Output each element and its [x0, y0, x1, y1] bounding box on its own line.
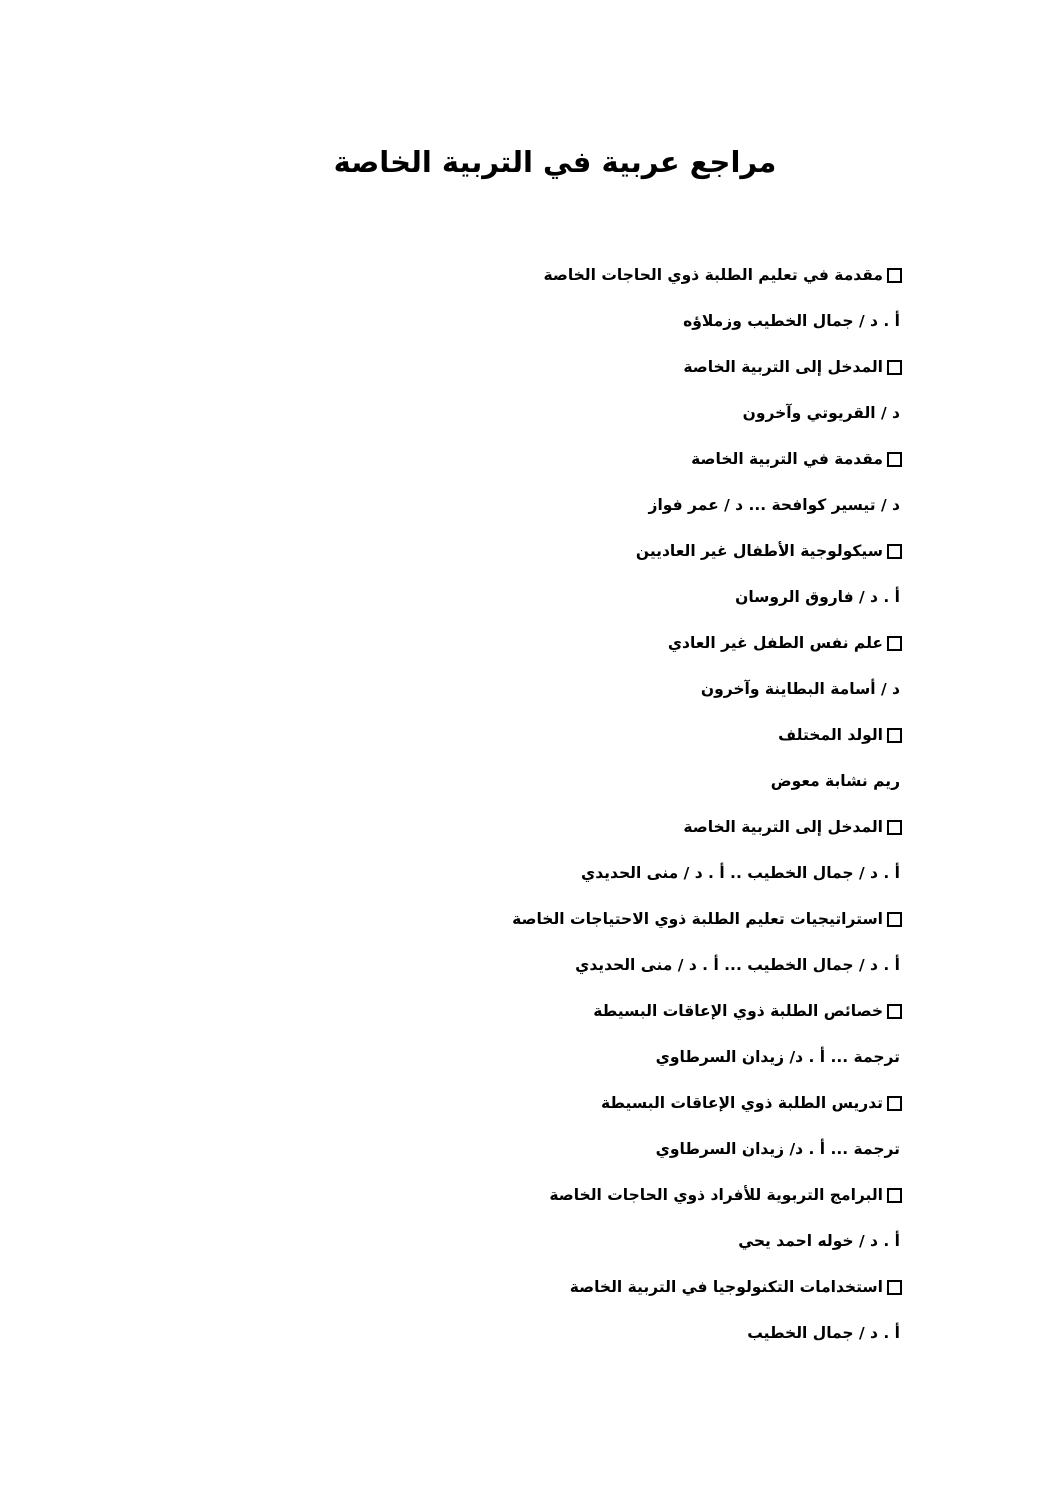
reference-item — [182, 804, 902, 896]
reference-title: المدخل إلى التربية الخاصة — [683, 358, 883, 376]
checkbox-icon — [887, 820, 902, 835]
checkbox-icon — [887, 1096, 902, 1111]
reference-item — [182, 620, 902, 712]
checkbox-icon — [887, 1188, 902, 1203]
reference-item — [182, 1172, 902, 1264]
reference-item — [182, 436, 902, 528]
reference-item — [182, 528, 902, 620]
reference-title: علم نفس الطفل غير العادي — [667, 634, 883, 652]
reference-author: أ . د / جمال الخطيب — [747, 1324, 900, 1342]
checkbox-icon — [887, 1280, 902, 1295]
reference-item — [182, 1264, 902, 1356]
reference-title-row — [182, 528, 902, 574]
reference-title: البرامج التربوية للأفراد ذوي الحاجات الخاصة — [549, 1186, 883, 1204]
reference-title-row — [182, 1172, 902, 1218]
checkbox-icon — [887, 1004, 902, 1019]
reference-item — [182, 988, 902, 1080]
reference-author: ترجمة ... أ . د/ زيدان السرطاوي — [655, 1140, 900, 1158]
checkbox-icon — [887, 268, 902, 283]
reference-title-row — [182, 436, 902, 482]
checkbox-icon — [887, 360, 902, 375]
reference-title: المدخل إلى التربية الخاصة — [683, 818, 883, 836]
reference-item — [182, 712, 902, 804]
checkbox-icon — [887, 544, 902, 559]
reference-title-row — [182, 712, 902, 758]
reference-title: مقدمة في تعليم الطلبة ذوي الحاجات الخاصة — [543, 266, 883, 284]
reference-item — [182, 1080, 902, 1172]
checkbox-icon — [887, 728, 902, 743]
reference-author: أ . د / جمال الخطيب ... أ . د / منى الحديدي — [575, 956, 900, 974]
reference-author: ريم نشابة معوض — [770, 772, 900, 790]
reference-item — [182, 344, 902, 436]
reference-author: د / أسامة البطاينة وآخرون — [700, 680, 900, 698]
reference-title: الولد المختلف — [778, 726, 883, 744]
reference-author: أ . د / جمال الخطيب وزملاؤه — [683, 312, 900, 330]
reference-title: استراتيجيات تعليم الطلبة ذوي الاحتياجات الخاصة — [512, 910, 883, 928]
reference-author: د / القريوتي وآخرون — [742, 404, 900, 422]
reference-title: خصائص الطلبة ذوي الإعاقات البسيطة — [593, 1002, 883, 1020]
checkbox-icon — [887, 912, 902, 927]
reference-title-row — [182, 252, 902, 298]
checkbox-icon — [887, 452, 902, 467]
reference-title: مقدمة في التربية الخاصة — [691, 450, 883, 468]
reference-title-row — [182, 1080, 902, 1126]
reference-title-row — [182, 896, 902, 942]
reference-list — [182, 252, 902, 1356]
reference-author: أ . د / خوله احمد يحي — [738, 1232, 900, 1250]
reference-author: أ . د / جمال الخطيب .. أ . د / منى الحديدي — [581, 864, 900, 882]
reference-item — [182, 252, 902, 344]
reference-title-row — [182, 804, 902, 850]
reference-item — [182, 896, 902, 988]
page-title: مراجع عربية في التربية الخاصة — [333, 145, 777, 179]
reference-title-row — [182, 344, 902, 390]
reference-title-row — [182, 988, 902, 1034]
reference-author: ترجمة ... أ . د/ زيدان السرطاوي — [655, 1048, 900, 1066]
reference-title: سيكولوجية الأطفال غير العاديين — [635, 542, 883, 560]
reference-title: تدريس الطلبة ذوي الإعاقات البسيطة — [601, 1094, 883, 1112]
reference-author: أ . د / فاروق الروسان — [735, 588, 900, 606]
reference-title-row — [182, 1264, 902, 1310]
reference-title-row — [182, 620, 902, 666]
reference-author: د / تيسير كوافحة ... د / عمر فواز — [648, 496, 900, 514]
reference-title: استخدامات التكنولوجيا في التربية الخاصة — [569, 1278, 883, 1296]
checkbox-icon — [887, 636, 902, 651]
